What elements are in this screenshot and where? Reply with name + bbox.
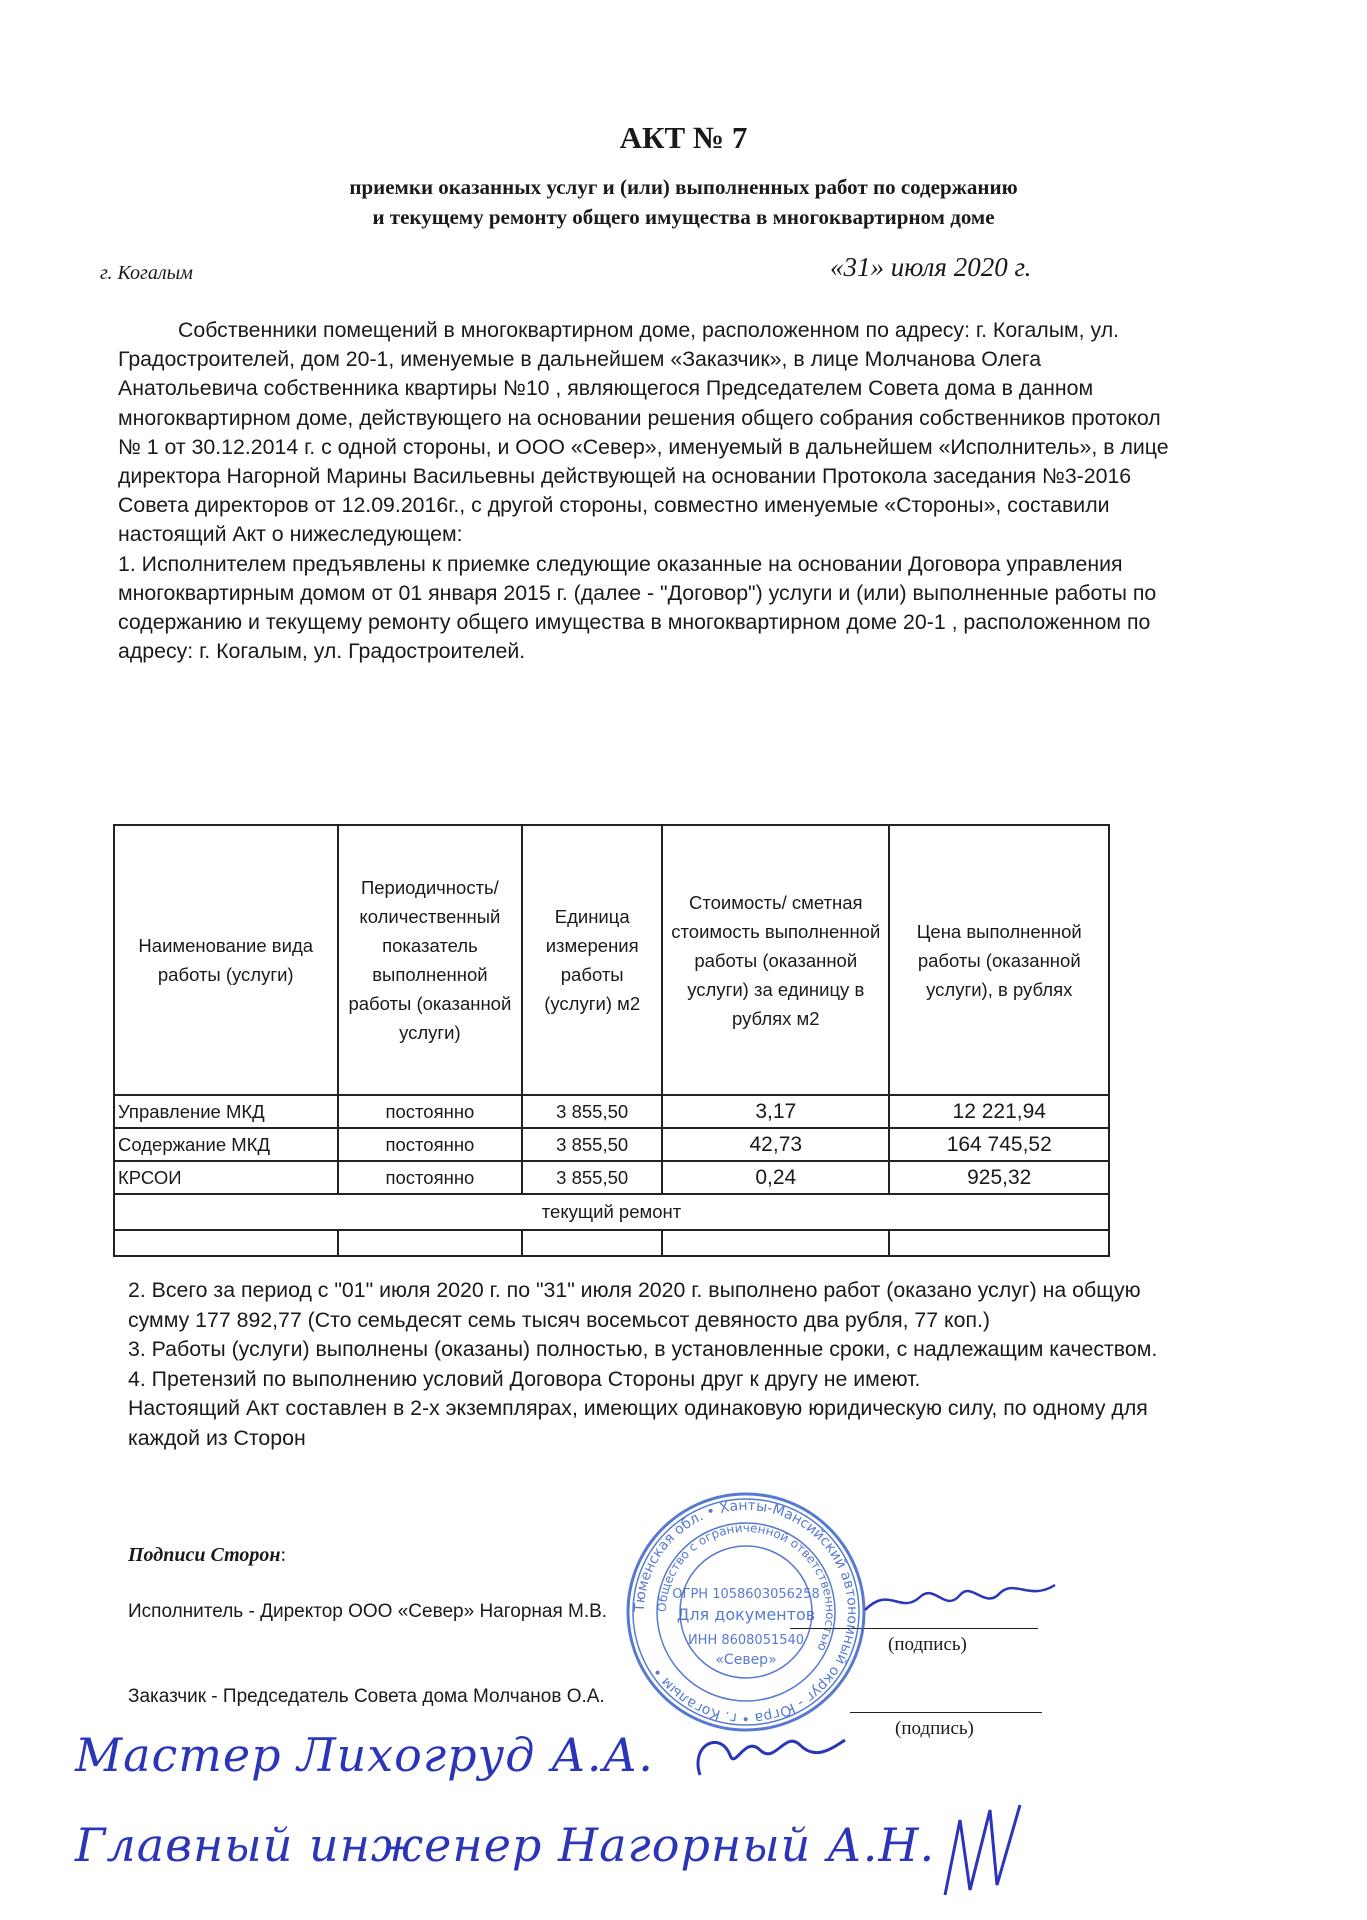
row-unit: 3 855,50 — [522, 1128, 662, 1161]
item-2-total: 2. Всего за период с "01" июля 2020 г. по "31" июля 2020 г. выполнено работ (оказано услуг) на общую сумму 177 892,77 (Сто семьдесят семь тысяч восемьсот девяносто два рубля, 77 коп.) — [128, 1278, 1141, 1332]
header-work-name: Наименование вида работы (услуги) — [114, 825, 338, 1095]
empty-cell — [114, 1230, 338, 1256]
engineer-signature-scribble-icon — [935, 1800, 1025, 1900]
row-unit-cost: 42,73 — [662, 1128, 889, 1161]
row-periodicity: постоянно — [338, 1161, 523, 1194]
city: г. Когалым — [100, 262, 193, 284]
svg-text:Общество с ограниченной ответс: Общество с ограниченной ответственностью — [654, 1520, 838, 1654]
table-header-row — [114, 825, 1109, 1095]
empty-cell — [338, 1230, 523, 1256]
act-subtitle — [0, 172, 1367, 232]
table-empty-row — [114, 1230, 1109, 1256]
executor-signature-scribble-icon — [860, 1575, 1060, 1625]
customer-signature-caption: (подпись) — [895, 1718, 974, 1739]
parties-paragraph: Собственники помещений в многоквартирном доме, расположенном по адресу: г. Когалым, ул. Градостроителей, дом 20-1, именуемые в дальнейшем «Заказчик», в лице Молчанова Олега Анатольевича собственника квартиры №10 , являющегося Председателем Совета дома в данном многоквартирном доме, действующего на основании решения общего собрания собственников протокол № 1 от 30.12.2014 г. с одной стороны, и ООО «Север», именуемый в дальнейшем «Исполнитель», в лице директора Нагорной Марины Васильевны действующей на основании Протокола заседания №3-2016 Совета директоров от 12.09.2016г., с другой стороны, совместно именуемые «Стороны», составили настоящий Акт о нижеследующем: — [118, 318, 1169, 547]
master-signature-scribble-icon — [690, 1725, 850, 1795]
table-row — [114, 1128, 1109, 1161]
svg-text:«Север»: «Север» — [715, 1652, 777, 1668]
item-4-claims: 4. Претензий по выполнению условий Договора Стороны друг к другу не имеют. — [128, 1366, 921, 1391]
subtitle-line-1: приемки оказанных услуг и (или) выполненных работ по содержанию — [349, 175, 1018, 199]
row-price: 12 221,94 — [889, 1095, 1109, 1128]
company-stamp-icon — [620, 1486, 872, 1738]
svg-text:ОГРН 1058603056258: ОГРН 1058603056258 — [672, 1587, 820, 1602]
svg-text:Для документов: Для документов — [676, 1605, 816, 1624]
header-unit: Единица измерения работы (услуги) м2 — [522, 825, 662, 1095]
section-current-repair: текущий ремонт — [114, 1194, 1109, 1230]
header-price: Цена выполненной работы (оказанной услуги), в рублях — [889, 825, 1109, 1095]
table-row — [114, 1095, 1109, 1128]
row-work-name: КРСОИ — [114, 1161, 338, 1194]
header-periodicity: Периодичность/ количественный показатель выполненной работы (оказанной услуги) — [338, 825, 523, 1095]
row-work-name: Содержание МКД — [114, 1128, 338, 1161]
act-title: АКТ № 7 — [619, 120, 748, 155]
row-unit: 3 855,50 — [522, 1161, 662, 1194]
item-3-quality: 3. Работы (услуги) выполнены (оказаны) полностью, в установленные сроки, с надлежащим качеством. — [128, 1337, 1158, 1361]
empty-cell — [662, 1230, 889, 1256]
executor-signature-caption: (подпись) — [888, 1634, 967, 1655]
table-row — [114, 1161, 1109, 1194]
handwritten-master-line: Мастер Лихогруд А.А. — [75, 1728, 654, 1782]
row-periodicity: постоянно — [338, 1128, 523, 1161]
handwritten-engineer-line: Главный инженер Нагорный А.Н. — [75, 1818, 936, 1872]
result-text — [128, 1276, 1168, 1453]
row-unit: 3 855,50 — [522, 1095, 662, 1128]
intro-text — [118, 316, 1173, 666]
row-work-name: Управление МКД — [114, 1095, 338, 1128]
copies-note: Настоящий Акт составлен в 2-х экземплярах, имеющих одинаковую юридическую силу, по одному для каждой из Сторон — [128, 1396, 1148, 1450]
item-1-paragraph: 1. Исполнителем предъявлены к приемке следующие оказанные на основании Договора управления многоквартирным домом от 01 января 2015 г. (далее - "Договор") услуги и (или) выполненные работы по содержанию и текущему ремонту общего имущества в многоквартирном доме 20-1 , расположенном по адресу: г. Когалым, ул. Градостроителей. — [118, 551, 1157, 664]
empty-cell — [522, 1230, 662, 1256]
svg-text:Тюменская обл. • Ханты-Мансийс: Тюменская обл. • Ханты-Мансийский автономный округ - Югра • г. Когалым • — [631, 1497, 861, 1727]
row-price: 925,32 — [889, 1161, 1109, 1194]
act-date: «31» июля 2020 г. — [830, 252, 1032, 282]
customer-signature-text: Заказчик - Председатель Совета дома Молчанов О.А. — [128, 1686, 605, 1707]
row-periodicity: постоянно — [338, 1095, 523, 1128]
empty-cell — [889, 1230, 1109, 1256]
subtitle-line-2: и текущему ремонту общего имущества в многоквартирном доме — [372, 205, 995, 229]
table-section-row — [114, 1194, 1109, 1230]
works-table — [113, 824, 1110, 1257]
row-price: 164 745,52 — [889, 1128, 1109, 1161]
svg-text:ИНН 8608051540: ИНН 8608051540 — [687, 1633, 805, 1648]
signatures-heading: Подписи Сторон: — [128, 1544, 287, 1566]
row-unit-cost: 0,24 — [662, 1161, 889, 1194]
customer-signature-line — [850, 1712, 1042, 1713]
header-unit-cost: Стоимость/ сметная стоимость выполненной работы (оказанной услуги) за единицу в рублях м2 — [662, 825, 889, 1095]
executor-signature-text: Исполнитель - Директор ООО «Север» Нагорная М.В. — [128, 1601, 608, 1622]
row-unit-cost: 3,17 — [662, 1095, 889, 1128]
